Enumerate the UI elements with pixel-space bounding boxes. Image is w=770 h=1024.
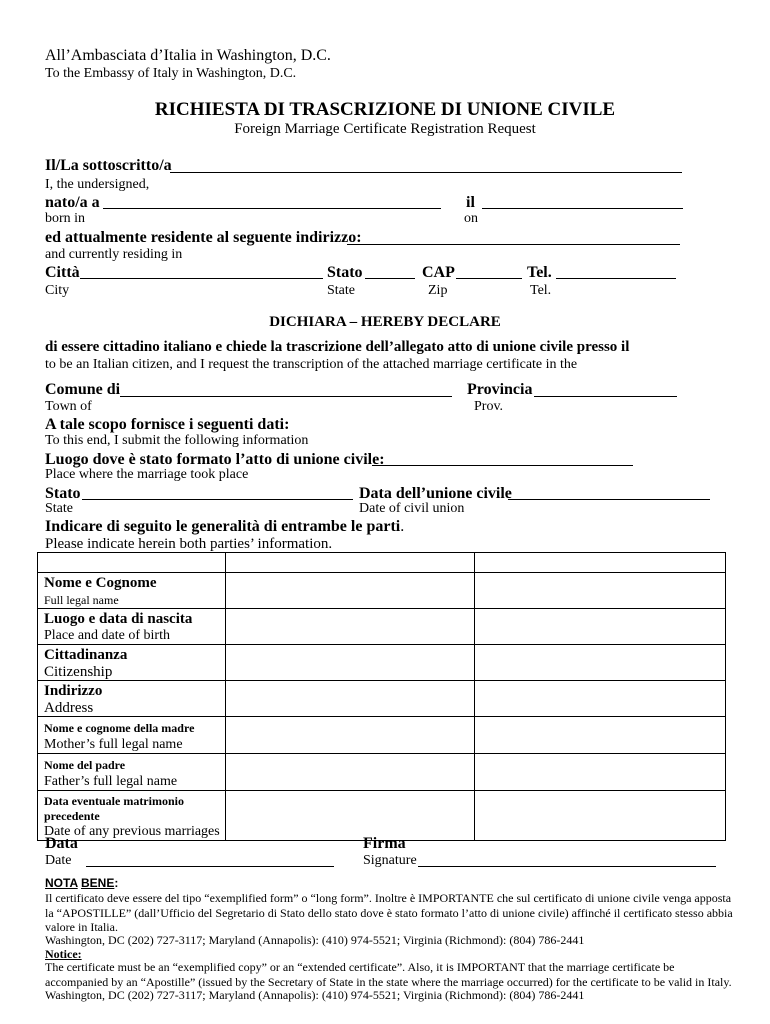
notice-heading: Notice: bbox=[45, 947, 82, 961]
city-label-en: City bbox=[45, 283, 70, 298]
table-row bbox=[38, 645, 726, 681]
row-label-it: Indirizzo bbox=[44, 683, 103, 699]
provincia-label-en: Prov. bbox=[474, 399, 504, 414]
table-row bbox=[38, 754, 726, 791]
born-on-label-en: on bbox=[464, 211, 478, 226]
table-row bbox=[38, 609, 726, 645]
apostille-phones-it: Washington, DC (202) 727-3117; Maryland (Annapolis): (410) 974-5521; Virginia (Richmond): (804) 786-2441 bbox=[45, 933, 585, 947]
party-2-address-cell[interactable] bbox=[474, 681, 725, 717]
born-on-label: il bbox=[466, 194, 475, 211]
row-label bbox=[38, 717, 226, 754]
party-2-citizenship-cell[interactable] bbox=[474, 645, 725, 681]
declaration-heading: DICHIARA – HEREBY DECLARE bbox=[269, 314, 501, 330]
row-label-en: Father’s full legal name bbox=[44, 774, 178, 789]
undersigned-field[interactable] bbox=[170, 172, 682, 173]
bene-label: BENE bbox=[81, 876, 115, 890]
tel-field[interactable] bbox=[556, 278, 676, 279]
union-date-label-en: Date of civil union bbox=[359, 501, 465, 516]
party-2-full-name-cell[interactable] bbox=[474, 573, 725, 609]
parties-table bbox=[37, 552, 726, 841]
row-label bbox=[38, 681, 226, 717]
provincia-label: Provincia bbox=[467, 381, 533, 398]
scope-heading-en: To this end, I submit the following information bbox=[45, 433, 309, 448]
nota-bene-heading bbox=[45, 876, 118, 890]
comune-label-en: Town of bbox=[45, 399, 92, 414]
state-field[interactable] bbox=[365, 278, 415, 279]
declaration-line-it: di essere cittadino italiano e chiede la trascrizione dell’allegato atto di unione civile presso il bbox=[45, 339, 630, 355]
residence-label-en: and currently residing in bbox=[45, 247, 183, 262]
union-state-label-en: State bbox=[45, 501, 73, 516]
union-state-label: Stato bbox=[45, 485, 81, 502]
table-row bbox=[38, 573, 726, 609]
party-2-father-cell[interactable] bbox=[474, 754, 725, 791]
row-label-en: Mother’s full legal name bbox=[44, 737, 183, 752]
row-label-it: Cittadinanza bbox=[44, 647, 128, 663]
union-date-label: Data dell’unione civile bbox=[359, 485, 512, 502]
row-label bbox=[38, 645, 226, 681]
born-on-field[interactable] bbox=[482, 208, 683, 209]
comune-field[interactable] bbox=[120, 396, 452, 397]
union-place-label-en: Place where the marriage took place bbox=[45, 467, 249, 482]
table-row bbox=[38, 681, 726, 717]
party-1-address-cell[interactable] bbox=[225, 681, 474, 717]
party-1-previous-marriage-cell[interactable] bbox=[225, 791, 474, 841]
union-place-label: Luogo dove è stato formato l’atto di unione civile: bbox=[45, 451, 385, 468]
zip-label-en: Zip bbox=[428, 283, 448, 298]
party-2-birth-cell[interactable] bbox=[474, 609, 725, 645]
table-row bbox=[38, 717, 726, 754]
row-label-it: Nome e Cognome bbox=[44, 575, 157, 591]
city-field[interactable] bbox=[80, 278, 323, 279]
signature-field[interactable] bbox=[418, 866, 716, 867]
provincia-field[interactable] bbox=[534, 396, 677, 397]
comune-label: Comune di bbox=[45, 381, 121, 398]
header-cell-label bbox=[38, 553, 226, 573]
row-label-it: Luogo e data di nascita bbox=[44, 611, 193, 627]
apostille-phones-en: Washington, DC (202) 727-3117; Maryland (Annapolis): (410) 974-5521; Virginia (Richmond): (804) 786-2441 bbox=[45, 988, 585, 1002]
row-label-en: Full legal name bbox=[44, 593, 119, 607]
signature-label: Firma bbox=[363, 835, 406, 852]
state-label-en: State bbox=[327, 283, 355, 298]
row-label-en: Citizenship bbox=[44, 664, 113, 680]
residence-field[interactable] bbox=[347, 244, 680, 245]
city-label: Città bbox=[45, 264, 80, 281]
born-in-field[interactable] bbox=[103, 208, 441, 209]
parties-instruction-en: Please indicate herein both parties’ information. bbox=[45, 536, 333, 552]
row-label-en: Date of any previous marriages bbox=[44, 824, 220, 839]
tel-label-en: Tel. bbox=[530, 283, 552, 298]
party-1-full-name-cell[interactable] bbox=[225, 573, 474, 609]
party-1-birth-cell[interactable] bbox=[225, 609, 474, 645]
born-in-label: nato/a a bbox=[45, 194, 100, 211]
table-row bbox=[38, 791, 726, 841]
addressee-english: To the Embassy of Italy in Washington, D.C. bbox=[45, 66, 297, 81]
form-subtitle: Foreign Marriage Certificate Registration Request bbox=[234, 121, 536, 137]
header-cell-party-1 bbox=[225, 553, 474, 573]
state-label: Stato bbox=[327, 264, 363, 281]
born-in-label-en: born in bbox=[45, 211, 86, 226]
zip-field[interactable] bbox=[456, 278, 522, 279]
party-2-mother-cell[interactable] bbox=[474, 717, 725, 754]
parties-instruction-period: . bbox=[400, 518, 405, 535]
parties-instruction bbox=[45, 518, 404, 536]
party-2-previous-marriage-cell[interactable] bbox=[474, 791, 725, 841]
date-label: Data bbox=[45, 835, 78, 852]
nota-bene-text: Il certificato deve essere del tipo “exemplified form” o “long form”. Inoltre è IMPORTANTE che sul certificato di unione civile venga apposta la “APOSTILLE” (dall’Ufficio del Segretario di Stato dello stato dove è stato formato l’atto di unione civile) affinché il certificato stesso abbia valore in Italia. bbox=[45, 891, 733, 934]
tel-label: Tel. bbox=[527, 264, 552, 281]
row-label bbox=[38, 754, 226, 791]
nota-bene-colon: : bbox=[114, 876, 119, 890]
header-cell-party-2 bbox=[474, 553, 725, 573]
notice-text: The certificate must be an “exemplified copy” or an “extended certificate”. Also, it is IMPORTANT that the marriage certificate be accompanied by an “Apostille” (issued by the Secretary of State in the state where the marriage occurred) for the certificate to be valid in Italy. bbox=[45, 960, 732, 989]
party-1-mother-cell[interactable] bbox=[225, 717, 474, 754]
date-field[interactable] bbox=[86, 866, 334, 867]
signature-label-en: Signature bbox=[363, 853, 417, 868]
row-label-it: Data eventuale matrimonio precedente bbox=[44, 794, 184, 823]
declaration-line-en: to be an Italian citizen, and I request the transcription of the attached marriage certificate in the bbox=[45, 357, 578, 372]
union-state-field[interactable] bbox=[82, 499, 353, 500]
addressee-italian: All’Ambasciata d’Italia in Washington, D.C. bbox=[45, 47, 331, 64]
row-label-it: Nome del padre bbox=[44, 758, 126, 772]
parties-instruction-text: Indicare di seguito le generalità di entrambe le parti bbox=[45, 518, 401, 535]
row-label bbox=[38, 791, 226, 841]
party-1-citizenship-cell[interactable] bbox=[225, 645, 474, 681]
undersigned-label: Il/La sottoscritto/a bbox=[45, 157, 172, 174]
row-label bbox=[38, 573, 226, 609]
row-label bbox=[38, 609, 226, 645]
union-date-field[interactable] bbox=[508, 499, 710, 500]
scope-heading: A tale scopo fornisce i seguenti dati: bbox=[45, 416, 290, 433]
zip-label: CAP bbox=[422, 264, 455, 281]
date-label-en: Date bbox=[45, 853, 72, 868]
party-1-father-cell[interactable] bbox=[225, 754, 474, 791]
row-label-en: Place and date of birth bbox=[44, 628, 170, 643]
form-title: RICHIESTA DI TRASCRIZIONE DI UNIONE CIVILE bbox=[154, 99, 616, 120]
row-label-en: Address bbox=[44, 700, 94, 716]
residence-label: ed attualmente residente al seguente indirizzo: bbox=[45, 229, 362, 246]
row-label-it: Nome e cognome della madre bbox=[44, 721, 195, 735]
union-place-field[interactable] bbox=[372, 465, 633, 466]
table-header-row bbox=[38, 553, 726, 573]
nota-label: NOTA bbox=[45, 876, 78, 890]
undersigned-label-en: I, the undersigned, bbox=[45, 177, 150, 192]
